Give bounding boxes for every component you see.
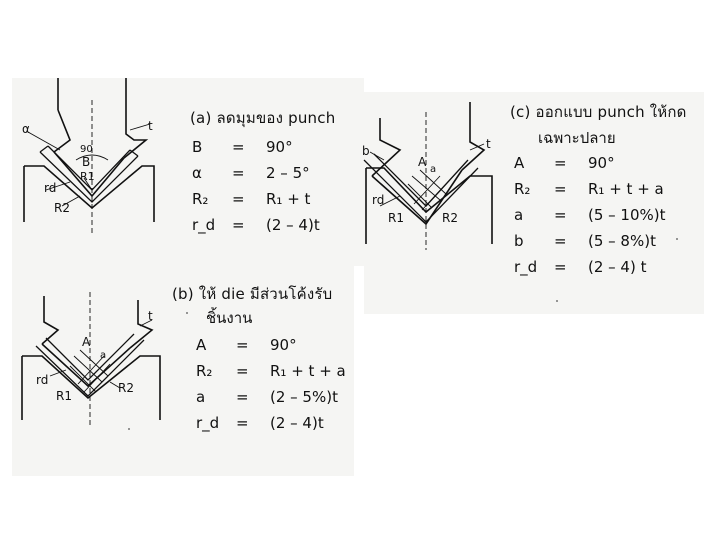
heading-a: (a) ลดมุมของ punch [190,109,336,127]
die-outline-b [22,356,160,420]
formula-rhs: (5 – 8%)t [588,232,656,250]
scan-speck [128,428,130,430]
formula-eq: = [236,362,249,380]
heading-c: (c) ออกแบบ punch ให้กด [510,103,687,121]
formula-rhs: (2 – 4) t [588,258,647,276]
heading-b: (b) ให้ die มีส่วนโค้งรับ [172,285,333,303]
formula-lhs: A [196,336,207,354]
formula-eq: = [232,190,245,208]
formula-lhs: r_d [192,216,216,234]
formula-lhs: A [514,154,525,172]
label-R2-a: R2 [54,201,70,215]
formula-eq: = [554,180,567,198]
label-alpha-a: α [22,122,30,136]
formula-lhs: b [514,232,524,250]
formula-eq: = [554,258,567,276]
formula-eq: = [554,232,567,250]
formula-rhs: (2 – 4)t [266,216,320,234]
formula-eq: = [236,414,249,432]
formula-rhs: (2 – 4)t [270,414,324,432]
formula-lhs: α [192,164,202,182]
formula-rhs: 90° [270,336,297,354]
scan-speck [676,238,678,240]
formula-lhs: B [192,138,203,156]
label-R2-b: R2 [118,381,134,395]
formula-eq: = [232,138,245,156]
formula-rhs: (2 – 5%)t [270,388,338,406]
label-t-b: t [148,309,153,323]
scan-speck [556,300,558,302]
label-a-c: a [430,164,437,175]
formula-eq: = [232,216,245,234]
formula-lhs: a [196,388,206,406]
formula-lhs: R₂ [192,190,209,208]
label-R2-c: R2 [442,211,458,225]
formula-eq: = [554,154,567,172]
label-A-b: A [82,335,91,349]
label-R1-c: R1 [388,211,404,225]
formula-rhs: R₁ + t + a [588,180,664,198]
label-B-a: B [82,155,91,169]
formula-rhs: 90° [266,138,293,156]
label-t-a: t [148,119,153,133]
formula-eq: = [236,388,249,406]
label-b-c: b [362,144,370,158]
label-angle-a: 90 [80,144,93,155]
formula-rhs: R₁ + t [266,190,311,208]
formula-eq: = [236,336,249,354]
label-R1-b: R1 [56,389,72,403]
formula-rhs: R₁ + t + a [270,362,346,380]
heading-c-line2: เฉพาะปลาย [538,129,616,147]
formula-rhs: 2 – 5° [266,164,310,182]
formula-lhs: R₂ [514,180,531,198]
heading-b-line2: ชิ้นงาน [206,309,253,327]
formula-lhs: R₂ [196,362,213,380]
scan-speck [186,312,188,314]
label-A-c: A [418,155,427,169]
formula-rhs: (5 – 10%)t [588,206,666,224]
label-rd-a: rd [44,181,57,195]
formula-lhs: r_d [514,258,538,276]
formula-lhs: a [514,206,524,224]
formula-lhs: r_d [196,414,220,432]
punch-outline-b [42,296,152,348]
formula-eq: = [232,164,245,182]
label-rd-c: rd [372,193,385,207]
label-a-b: a [100,350,107,361]
formula-eq: = [554,206,567,224]
formula-rhs: 90° [588,154,615,172]
label-t-c: t [486,137,491,151]
label-rd-b: rd [36,373,49,387]
label-R1-a: R1 [80,170,95,183]
